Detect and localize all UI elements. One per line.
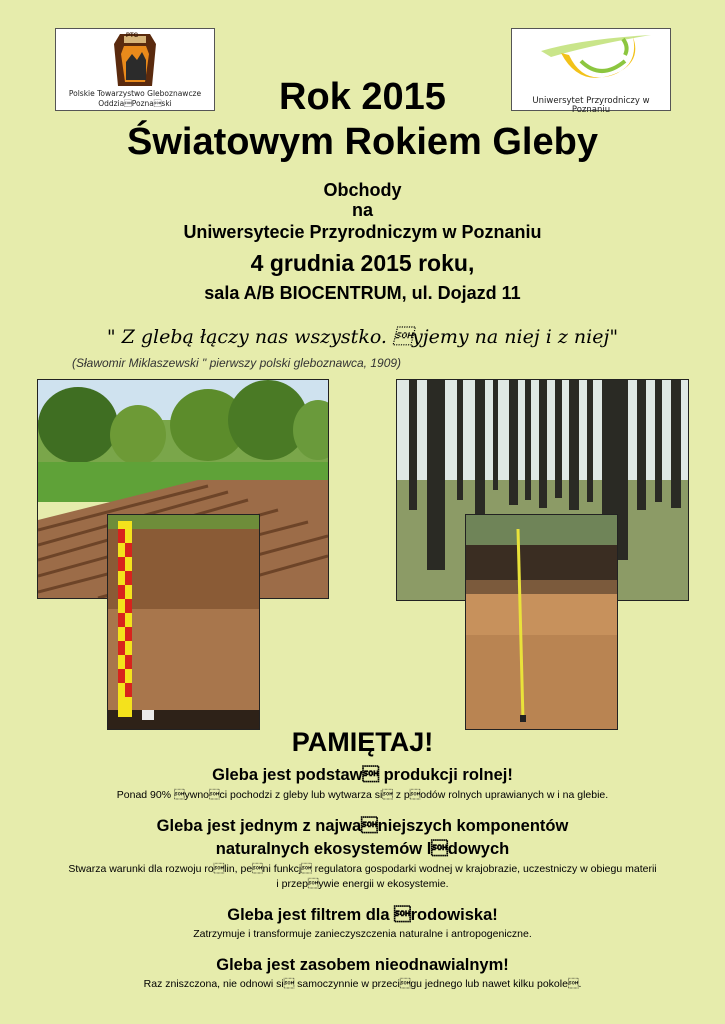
point-4-heading: Gleba jest zasobem nieodnawialnym! — [216, 956, 509, 974]
event-date: 4 grudnia 2015 roku, — [250, 250, 475, 276]
point-1-text: Ponad 90% ywnoci pochodzi z gleby lub wytwarza si z podów rolnych uprawianych w i na glebie. — [116, 789, 609, 801]
quote-text: " Z glebą łączy nas wszystko. yjemy na niej i z niej" — [106, 326, 619, 348]
event-line-na: na — [351, 200, 373, 220]
title-line-1: Rok 2015 — [279, 76, 446, 118]
soil-profile-arable-photo — [107, 514, 260, 730]
event-venue: sala A/B BIOCENTRUM, ul. Dojazd 11 — [204, 283, 521, 303]
ptg-name-line2: OddziaPoznaski — [98, 99, 172, 108]
point-2-heading: Gleba jest jednym z najwaniejszych komponentów — [156, 817, 569, 835]
point-3-text: Zatrzymuje i transformuje zanieczyszczenia naturalne i antropogeniczne. — [193, 928, 532, 940]
ptg-name-line1: Polskie Towarzystwo Gleboznawcze — [68, 89, 202, 98]
point-4-text: Raz zniszczona, nie odnowi si samoczynnie w przecigu jednego lub nawet kilku pokole. — [143, 978, 582, 990]
point-2-heading-cont: naturalnych ekosystemów ldowych — [215, 840, 510, 858]
point-2-text: Stwarza warunki dla rozwoju rolin, peni funkcj regulatora gospodarki wodnej w krajobrazie, uczestniczy w obiegu materii — [68, 863, 657, 875]
soil-profile-forest-photo — [465, 514, 618, 730]
event-line-university: Uniwersytecie Przyrodniczym w Poznaniu — [183, 222, 542, 242]
point-1-heading: Gleba jest podstaw produkcji rolnej! — [212, 766, 513, 784]
ptg-badge: PTG — [126, 33, 139, 39]
point-2-text-cont: i przepywie energii w ekosystemie. — [276, 878, 449, 890]
event-line-obchody: Obchody — [323, 180, 402, 200]
point-3-heading: Gleba jest filtrem dla rodowiska! — [227, 906, 498, 924]
title-line-2: Światowym Rokiem Gleby — [127, 121, 598, 163]
up-poznan-caption: Uniwersytet Przyrodniczy w Poznaniu — [532, 96, 650, 115]
quote-author: (Sławomir Miklaszewski " pierwszy polski gleboznawca, 1909) — [72, 356, 402, 370]
remember-heading: PAMIĘTAJ! — [291, 727, 434, 757]
